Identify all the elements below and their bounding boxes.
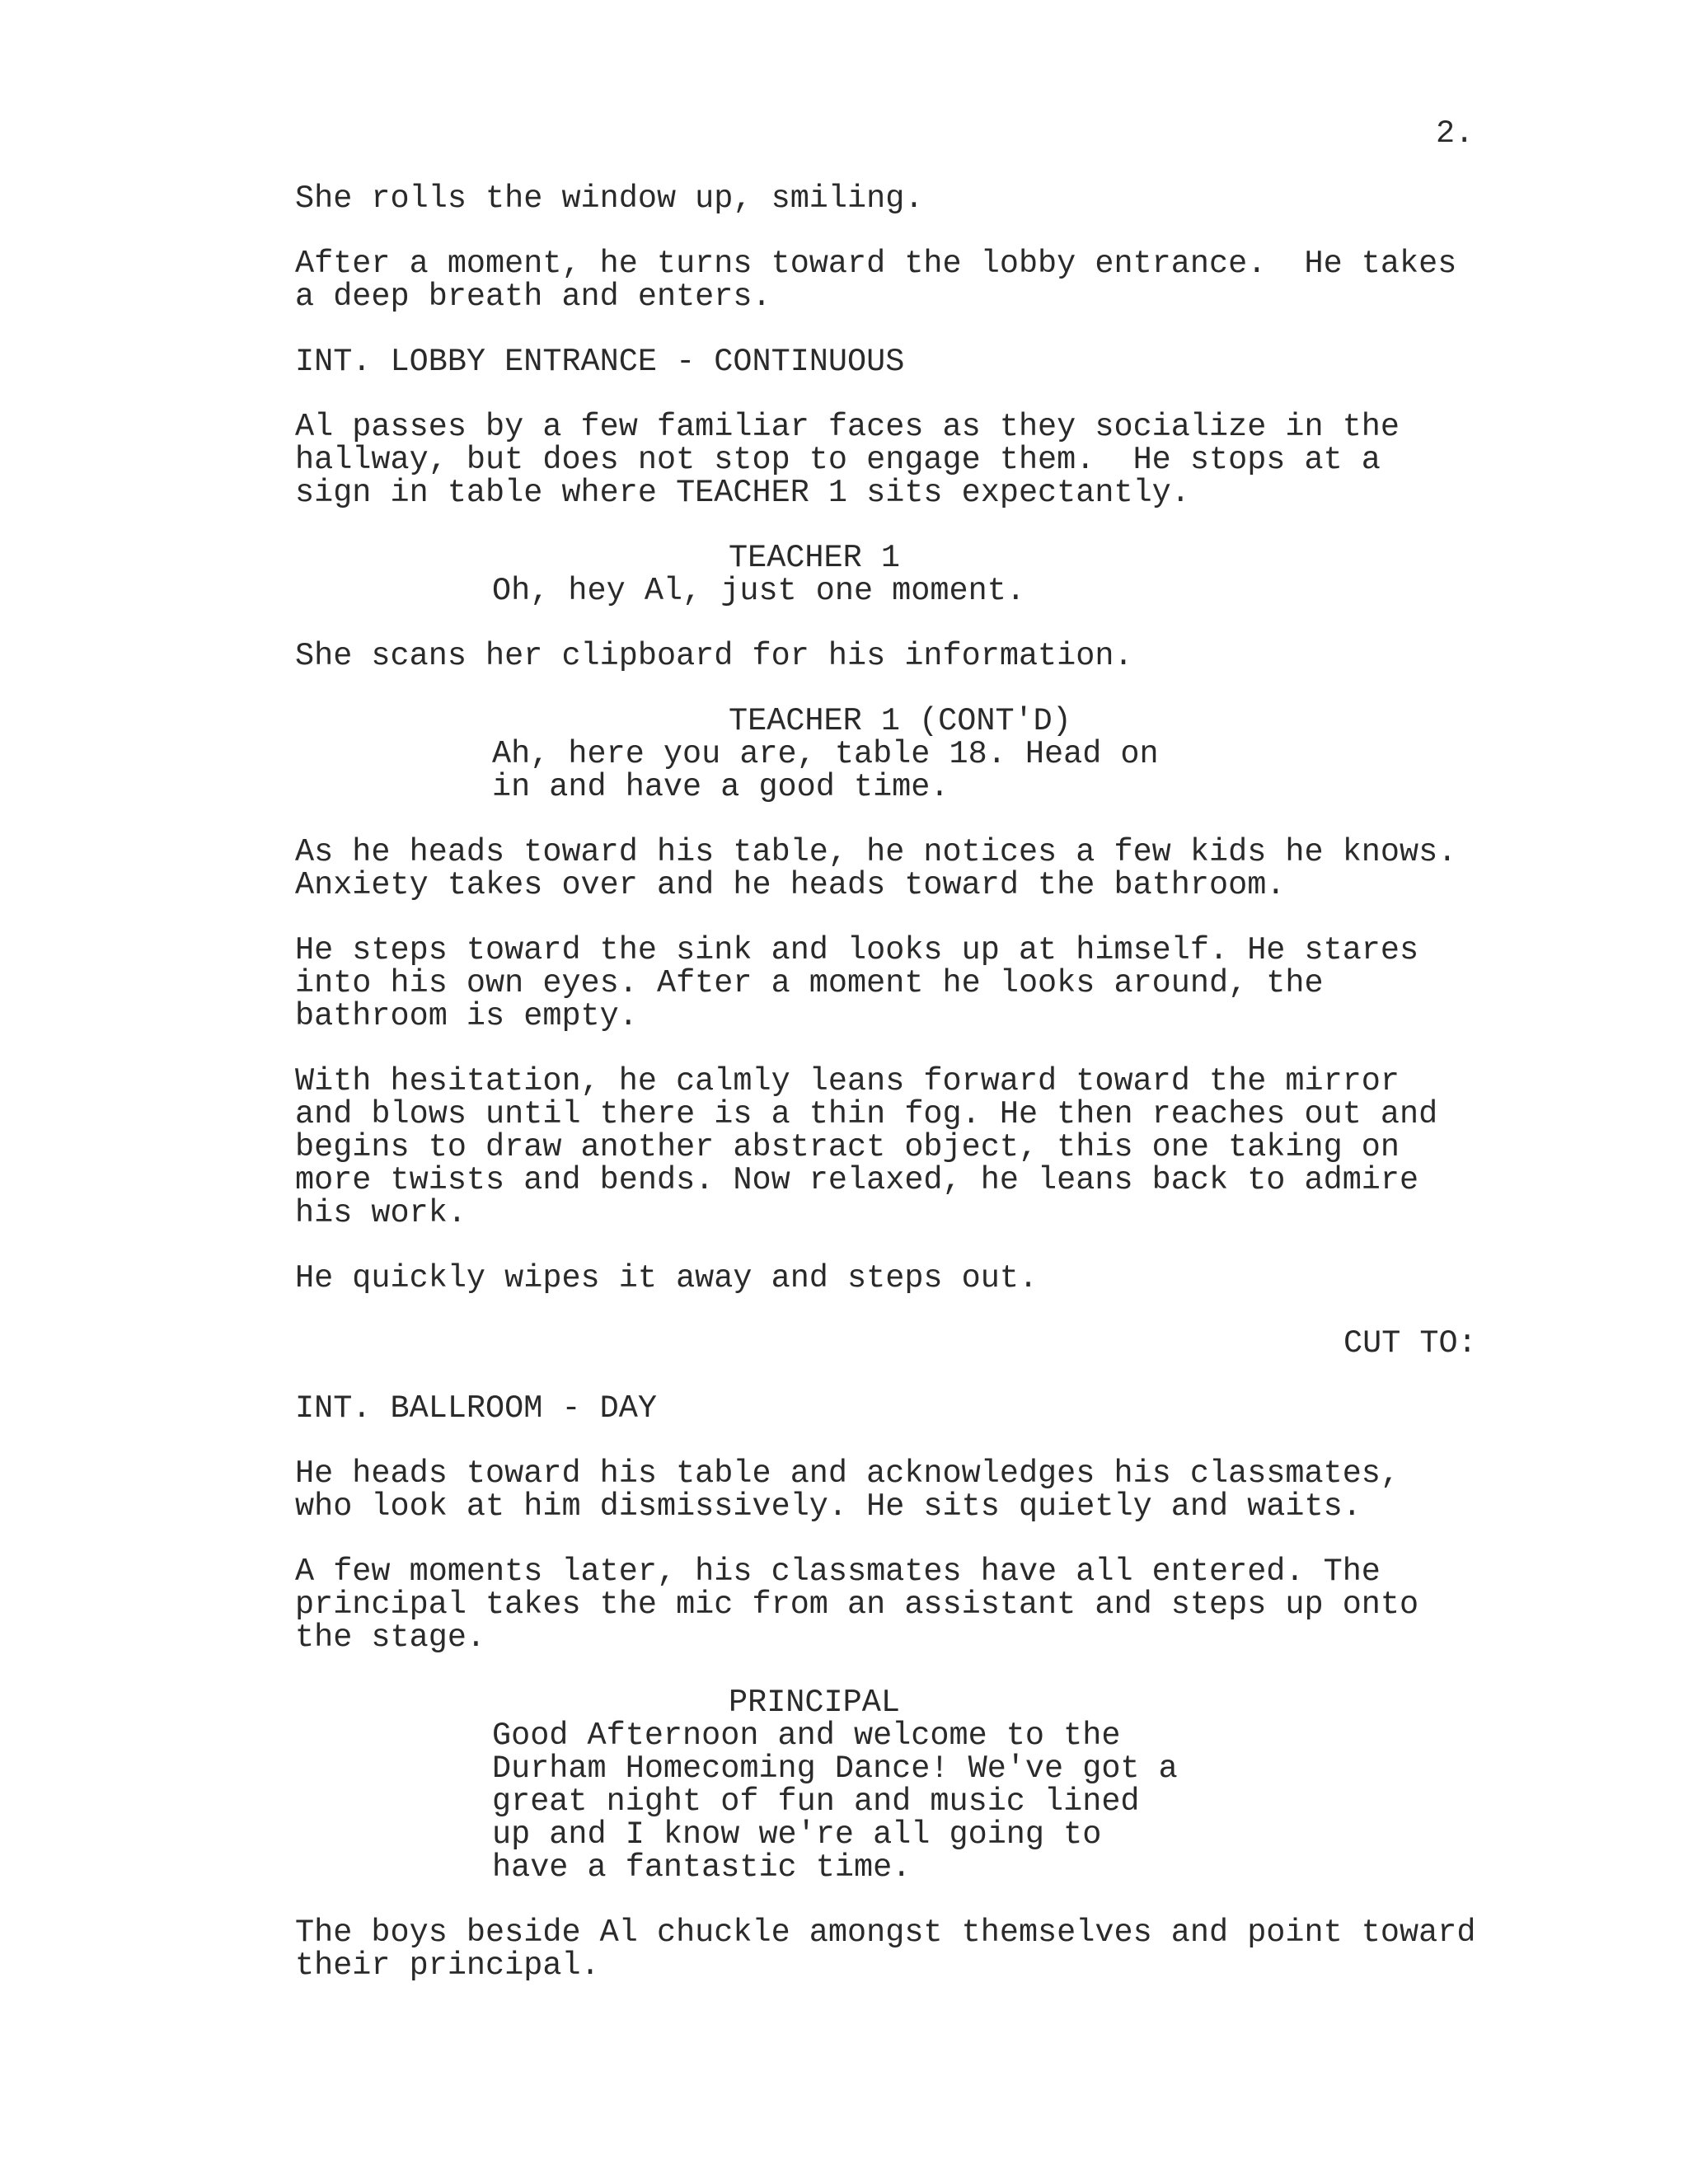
dialogue-line: have a fantastic time. bbox=[492, 1849, 912, 1886]
action-line: She scans her clipboard for his information. bbox=[295, 638, 1133, 674]
scene-heading: INT. BALLROOM - DAY bbox=[295, 1390, 657, 1427]
scene-heading: INT. LOBBY ENTRANCE - CONTINUOUS bbox=[295, 344, 905, 380]
action-line: Al passes by a few familiar faces as they socialize in the bbox=[295, 409, 1400, 445]
action-line: and blows until there is a thin fog. He then reaches out and bbox=[295, 1096, 1438, 1132]
action-line: As he heads toward his table, he notices a few kids he knows. bbox=[295, 834, 1457, 870]
dialogue-line: Good Afternoon and welcome to the bbox=[492, 1718, 1121, 1754]
action-line: She rolls the window up, smiling. bbox=[295, 180, 924, 217]
dialogue-line: great night of fun and music lined bbox=[492, 1783, 1140, 1820]
action-line: He quickly wipes it away and steps out. bbox=[295, 1260, 1039, 1296]
action-line: more twists and bends. Now relaxed, he leans back to admire bbox=[295, 1162, 1419, 1198]
dialogue-line: Ah, here you are, table 18. Head on bbox=[492, 736, 1159, 772]
action-line: A few moments later, his classmates have all entered. The bbox=[295, 1554, 1381, 1590]
action-line: With hesitation, he calmly leans forward toward the mirror bbox=[295, 1063, 1400, 1099]
action-line: He steps toward the sink and looks up at himself. He stares bbox=[295, 932, 1419, 968]
transition: CUT TO: bbox=[1343, 1325, 1477, 1361]
action-line: principal takes the mic from an assistant and steps up onto bbox=[295, 1586, 1419, 1623]
action-line: who look at him dismissively. He sits quietly and waits. bbox=[295, 1488, 1362, 1525]
action-line: hallway, but does not stop to engage them. He stops at a bbox=[295, 442, 1381, 478]
dialogue-line: Oh, hey Al, just one moment. bbox=[492, 573, 1025, 609]
action-line: begins to draw another abstract object, this one taking on bbox=[295, 1129, 1400, 1165]
character-name: TEACHER 1 bbox=[729, 540, 900, 576]
action-line: Anxiety takes over and he heads toward the bathroom. bbox=[295, 867, 1286, 903]
action-line: After a moment, he turns toward the lobby entrance. He takes bbox=[295, 246, 1457, 282]
action-line: their principal. bbox=[295, 1947, 600, 1984]
dialogue-line: in and have a good time. bbox=[492, 769, 950, 805]
dialogue-line: Durham Homecoming Dance! We've got a bbox=[492, 1750, 1178, 1787]
action-line: bathroom is empty. bbox=[295, 998, 638, 1034]
action-line: into his own eyes. After a moment he looks around, the bbox=[295, 965, 1324, 1001]
character-name: PRINCIPAL bbox=[729, 1685, 900, 1721]
action-line: The boys beside Al chuckle amongst themselves and point toward bbox=[295, 1915, 1476, 1951]
action-line: his work. bbox=[295, 1195, 467, 1231]
character-name: TEACHER 1 (CONT'D) bbox=[729, 703, 1071, 739]
action-line: a deep breath and enters. bbox=[295, 279, 771, 315]
action-line: sign in table where TEACHER 1 sits expectantly. bbox=[295, 475, 1190, 511]
action-line: the stage. bbox=[295, 1619, 486, 1656]
page-number: 2. bbox=[1436, 115, 1475, 152]
dialogue-line: up and I know we're all going to bbox=[492, 1816, 1102, 1853]
action-line: He heads toward his table and acknowledges his classmates, bbox=[295, 1455, 1400, 1492]
